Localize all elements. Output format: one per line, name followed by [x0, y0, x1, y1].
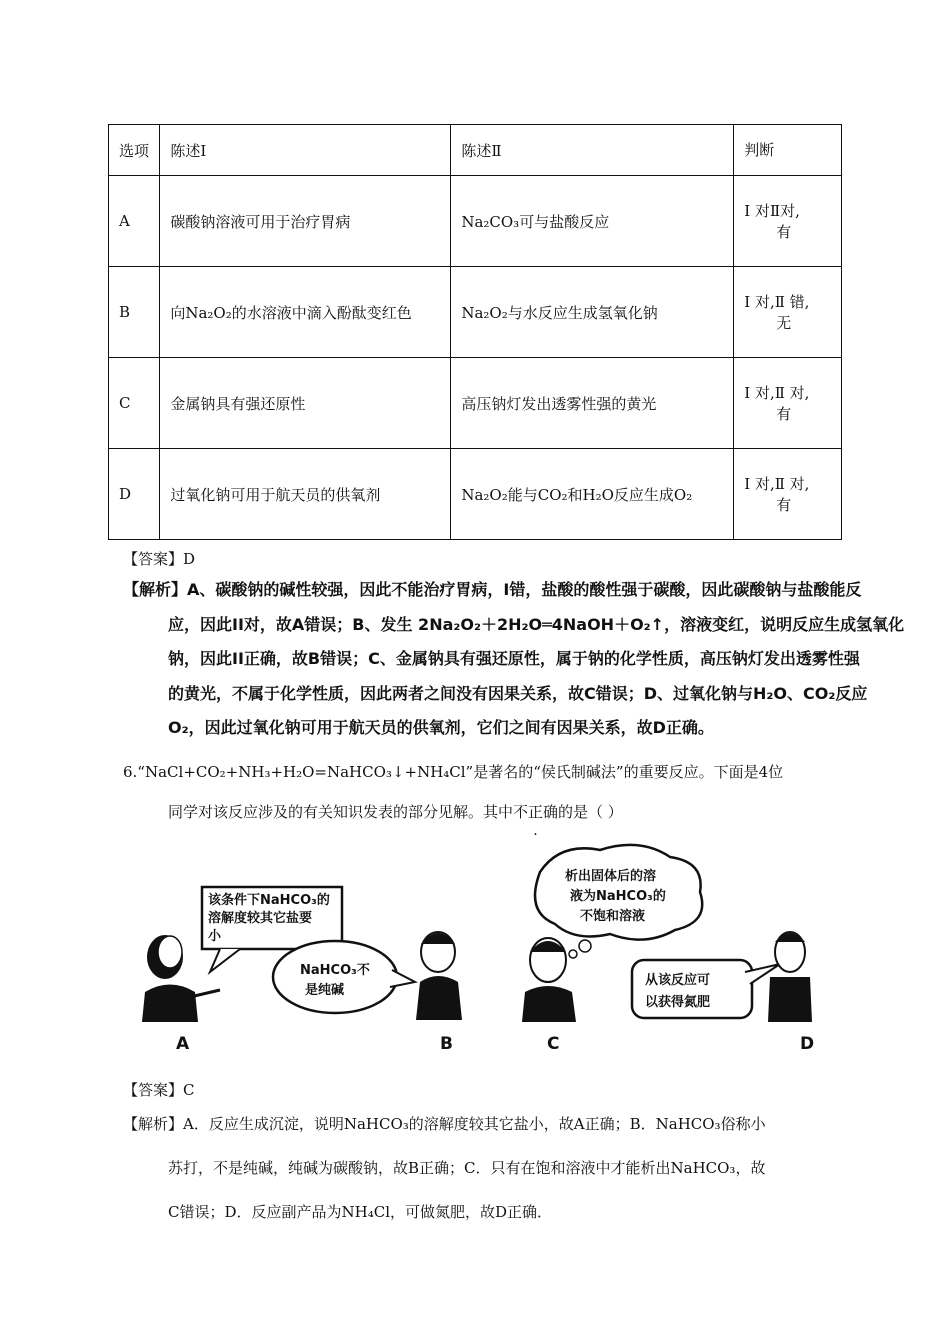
- row-statement-1: 过氧化钠可用于航天员的供氧剂: [160, 449, 451, 540]
- q6-answer: 【答案】C: [123, 1081, 195, 1099]
- bubble-a-line: 小: [208, 929, 222, 944]
- q6-stem-line-1: 6.“NaCl+CO₂+NH₃+H₂O=NaHCO₃↓+NH₄Cl”是著名的“侯氏制碱法”的重要反应。下面是4位: [123, 763, 784, 781]
- q5-answer: 【答案】D: [123, 550, 196, 568]
- explanation-line: 的黄光，不属于化学性质，因此两者之间没有因果关系，故C错误；D、过氧化钠与H₂O、CO₂反应: [168, 683, 868, 703]
- explanation-line: O₂，因此过氧化钠可用于航天员的供氧剂，它们之间有因果关系，故D正确。: [168, 718, 714, 737]
- bubble-c-line: 不饱和溶液: [580, 909, 646, 924]
- explanation-line: 钠，因此II正确，故B错误；C、金属钠具有强还原性，属于钠的化学性质，高压钠灯发出透雾性强: [168, 649, 860, 668]
- judgement-relation: 有: [776, 223, 792, 241]
- judgement-line: Ⅰ 对Ⅱ对,: [744, 202, 800, 220]
- bubble-d-line: 以获得氮肥: [645, 995, 711, 1010]
- row-statement-1: 向Na₂O₂的水溶液中滴入酚酞变红色: [160, 267, 451, 358]
- explanation-line: 【解析】A、碳酸钠的碱性较强，因此不能治疗胃病，I错，盐酸的酸性强于碳酸，因此碳酸钠与盐酸能反: [123, 580, 862, 599]
- table-row: [109, 267, 842, 358]
- bubble-b-line: NaHCO₃不: [300, 963, 370, 978]
- judgement-line: Ⅰ 对,Ⅱ 对,: [744, 475, 810, 493]
- row-judgement: [734, 449, 842, 540]
- judgement-line: Ⅰ 对,Ⅱ 对,: [744, 384, 810, 402]
- row-statement-2: Na₂O₂能与CO₂和H₂O反应生成O₂: [451, 449, 734, 540]
- table-header-row: [109, 125, 842, 176]
- header-statement-2: 陈述Ⅱ: [451, 125, 734, 176]
- q6-explanation: [123, 1102, 843, 1234]
- row-statement-2: Na₂O₂与水反应生成氢氧化钠: [451, 267, 734, 358]
- row-statement-1: 金属钠具有强还原性: [160, 358, 451, 449]
- bubble-a-line: 该条件下NaHCO₃的: [208, 893, 330, 908]
- table-row: [109, 176, 842, 267]
- row-statement-1: 碳酸钠溶液可用于治疗胃病: [160, 176, 451, 267]
- bubble-c-line: 析出固体后的溶: [565, 869, 657, 884]
- row-judgement: [734, 267, 842, 358]
- explanation-line: 应，因此II对，故A错误；B、发生 2Na₂O₂＋2H₂O═4NaOH＋O₂↑，溶液变红，说明反应生成氢氧化: [168, 614, 905, 634]
- figure-label-b: B: [440, 1034, 453, 1054]
- row-statement-2: 高压钠灯发出透雾性强的黄光: [451, 358, 734, 449]
- figure-label-d: D: [800, 1034, 815, 1054]
- explanation-line: 苏打，不是纯碱，纯碱为碳酸钠，故B正确；C．只有在饱和溶液中才能析出NaHCO₃，故: [168, 1159, 766, 1177]
- judgement-relation: 有: [776, 405, 792, 423]
- q6-stem: [123, 752, 823, 832]
- row-statement-2: Na₂CO₃可与盐酸反应: [451, 176, 734, 267]
- q5-explanation: [123, 573, 913, 746]
- row-option: C: [109, 358, 160, 449]
- table-row: [109, 449, 842, 540]
- row-judgement: [734, 176, 842, 267]
- judgement-relation: 无: [776, 314, 792, 332]
- row-option: A: [109, 176, 160, 267]
- explanation-line: C错误；D．反应副产品为NH₄Cl，可做氮肥，故D正确．: [168, 1203, 553, 1221]
- bubble-d-line: 从该反应可: [645, 973, 711, 988]
- q6-stem-text: 同学对该反应涉及的有关知识发表的部分见解。其中: [168, 803, 514, 821]
- bubble-b-line: 是纯碱: [305, 983, 345, 998]
- bubble-a-line: 溶解度较其它盐要: [208, 911, 313, 926]
- row-judgement: [734, 358, 842, 449]
- q6-answer-blank: 的是（ ）: [558, 803, 623, 821]
- options-table: [108, 124, 842, 540]
- row-option: B: [109, 267, 160, 358]
- explanation-line: 【解析】A．反应生成沉淀，说明NaHCO₃的溶解度较其它盐小，故A正确；B．NaHCO₃俗称小: [123, 1115, 766, 1133]
- q6-stem-line-2: [123, 792, 823, 832]
- q6-cartoon-figure: [140, 842, 820, 1062]
- header-option: 选项: [109, 125, 160, 176]
- speech-bubble-d: [632, 960, 780, 1018]
- student-b-figure: [416, 932, 462, 1020]
- figure-label-a: A: [176, 1034, 190, 1054]
- header-statement-1: 陈述Ⅰ: [160, 125, 451, 176]
- judgement-relation: 有: [776, 496, 792, 514]
- q6-emphasis-text: 不正确: [513, 803, 559, 821]
- student-d-figure: [768, 932, 812, 1022]
- header-judgement: 判断: [734, 125, 842, 176]
- thought-bubble-c: [535, 845, 702, 940]
- student-c-figure: [522, 938, 591, 1022]
- row-option: D: [109, 449, 160, 540]
- bubble-c-line: 液为NaHCO₃的: [570, 889, 666, 904]
- table-row: [109, 358, 842, 449]
- figure-label-c: C: [547, 1034, 560, 1054]
- judgement-line: Ⅰ 对,Ⅱ 错,: [744, 293, 810, 311]
- speech-bubble-b: [273, 941, 415, 1013]
- cartoon-illustration: [140, 842, 820, 1062]
